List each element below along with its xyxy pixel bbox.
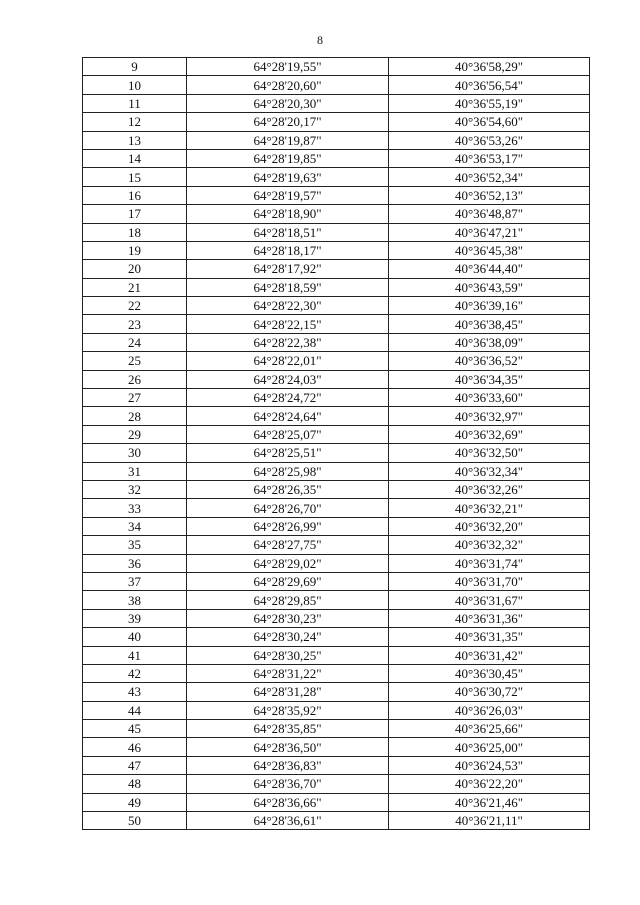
latitude-cell: 64°28'22,01": [187, 352, 389, 370]
longitude-cell: 40°36'54,60": [389, 113, 590, 131]
table-row: [83, 315, 590, 333]
point-number-cell: 43: [83, 683, 187, 701]
latitude-cell: 64°28'18,51": [187, 223, 389, 241]
coordinates-table-body: [83, 58, 590, 830]
table-row: [83, 628, 590, 646]
longitude-cell: 40°36'31,35": [389, 628, 590, 646]
latitude-cell: 64°28'31,22": [187, 664, 389, 682]
point-number-cell: 37: [83, 572, 187, 590]
longitude-cell: 40°36'39,16": [389, 297, 590, 315]
table-row: [83, 683, 590, 701]
latitude-cell: 64°28'30,25": [187, 646, 389, 664]
table-row: [83, 223, 590, 241]
longitude-cell: 40°36'52,34": [389, 168, 590, 186]
latitude-cell: 64°28'27,75": [187, 536, 389, 554]
latitude-cell: 64°28'24,64": [187, 407, 389, 425]
longitude-cell: 40°36'45,38": [389, 241, 590, 259]
coordinates-table: [82, 57, 590, 830]
latitude-cell: 64°28'36,66": [187, 793, 389, 811]
point-number-cell: 34: [83, 517, 187, 535]
table-row: [83, 297, 590, 315]
table-row: [83, 168, 590, 186]
point-number-cell: 18: [83, 223, 187, 241]
point-number-cell: 32: [83, 480, 187, 498]
point-number-cell: 36: [83, 554, 187, 572]
point-number-cell: 11: [83, 94, 187, 112]
longitude-cell: 40°36'31,67": [389, 591, 590, 609]
longitude-cell: 40°36'33,60": [389, 389, 590, 407]
point-number-cell: 19: [83, 241, 187, 259]
table-row: [83, 278, 590, 296]
longitude-cell: 40°36'30,72": [389, 683, 590, 701]
point-number-cell: 21: [83, 278, 187, 296]
table-row: [83, 76, 590, 94]
point-number-cell: 15: [83, 168, 187, 186]
point-number-cell: 40: [83, 628, 187, 646]
longitude-cell: 40°36'32,50": [389, 444, 590, 462]
latitude-cell: 64°28'26,35": [187, 480, 389, 498]
latitude-cell: 64°28'18,90": [187, 205, 389, 223]
table-row: [83, 480, 590, 498]
longitude-cell: 40°36'32,21": [389, 499, 590, 517]
latitude-cell: 64°28'36,70": [187, 775, 389, 793]
table-row: [83, 720, 590, 738]
point-number-cell: 13: [83, 131, 187, 149]
longitude-cell: 40°36'47,21": [389, 223, 590, 241]
table-row: [83, 186, 590, 204]
point-number-cell: 23: [83, 315, 187, 333]
point-number-cell: 35: [83, 536, 187, 554]
longitude-cell: 40°36'38,45": [389, 315, 590, 333]
point-number-cell: 25: [83, 352, 187, 370]
point-number-cell: 41: [83, 646, 187, 664]
point-number-cell: 20: [83, 260, 187, 278]
table-row: [83, 444, 590, 462]
longitude-cell: 40°36'21,11": [389, 812, 590, 830]
longitude-cell: 40°36'32,69": [389, 425, 590, 443]
table-row: [83, 241, 590, 259]
table-row: [83, 113, 590, 131]
latitude-cell: 64°28'35,85": [187, 720, 389, 738]
latitude-cell: 64°28'26,70": [187, 499, 389, 517]
latitude-cell: 64°28'31,28": [187, 683, 389, 701]
latitude-cell: 64°28'22,15": [187, 315, 389, 333]
latitude-cell: 64°28'25,51": [187, 444, 389, 462]
table-row: [83, 462, 590, 480]
point-number-cell: 17: [83, 205, 187, 223]
table-row: [83, 94, 590, 112]
table-row: [83, 517, 590, 535]
latitude-cell: 64°28'18,59": [187, 278, 389, 296]
longitude-cell: 40°36'36,52": [389, 352, 590, 370]
longitude-cell: 40°36'38,09": [389, 333, 590, 351]
table-row: [83, 536, 590, 554]
point-number-cell: 47: [83, 756, 187, 774]
table-row: [83, 756, 590, 774]
longitude-cell: 40°36'31,70": [389, 572, 590, 590]
point-number-cell: 50: [83, 812, 187, 830]
point-number-cell: 44: [83, 701, 187, 719]
latitude-cell: 64°28'30,24": [187, 628, 389, 646]
point-number-cell: 12: [83, 113, 187, 131]
longitude-cell: 40°36'31,42": [389, 646, 590, 664]
table-row: [83, 370, 590, 388]
latitude-cell: 64°28'29,85": [187, 591, 389, 609]
longitude-cell: 40°36'22,20": [389, 775, 590, 793]
latitude-cell: 64°28'19,55": [187, 58, 389, 76]
latitude-cell: 64°28'24,03": [187, 370, 389, 388]
table-row: [83, 701, 590, 719]
point-number-cell: 26: [83, 370, 187, 388]
table-row: [83, 389, 590, 407]
longitude-cell: 40°36'30,45": [389, 664, 590, 682]
latitude-cell: 64°28'19,85": [187, 149, 389, 167]
latitude-cell: 64°28'29,02": [187, 554, 389, 572]
table-row: [83, 664, 590, 682]
point-number-cell: 9: [83, 58, 187, 76]
latitude-cell: 64°28'17,92": [187, 260, 389, 278]
point-number-cell: 45: [83, 720, 187, 738]
table-row: [83, 646, 590, 664]
longitude-cell: 40°36'32,97": [389, 407, 590, 425]
table-row: [83, 499, 590, 517]
longitude-cell: 40°36'55,19": [389, 94, 590, 112]
point-number-cell: 10: [83, 76, 187, 94]
page-number: 8: [317, 33, 323, 47]
table-row: [83, 58, 590, 76]
longitude-cell: 40°36'52,13": [389, 186, 590, 204]
table-row: [83, 333, 590, 351]
table-row: [83, 149, 590, 167]
longitude-cell: 40°36'25,00": [389, 738, 590, 756]
table-row: [83, 738, 590, 756]
longitude-cell: 40°36'32,20": [389, 517, 590, 535]
longitude-cell: 40°36'32,26": [389, 480, 590, 498]
latitude-cell: 64°28'29,69": [187, 572, 389, 590]
longitude-cell: 40°36'53,26": [389, 131, 590, 149]
latitude-cell: 64°28'19,63": [187, 168, 389, 186]
longitude-cell: 40°36'31,36": [389, 609, 590, 627]
latitude-cell: 64°28'24,72": [187, 389, 389, 407]
table-row: [83, 793, 590, 811]
point-number-cell: 22: [83, 297, 187, 315]
latitude-cell: 64°28'20,17": [187, 113, 389, 131]
table-row: [83, 591, 590, 609]
longitude-cell: 40°36'21,46": [389, 793, 590, 811]
longitude-cell: 40°36'53,17": [389, 149, 590, 167]
table-row: [83, 131, 590, 149]
latitude-cell: 64°28'20,30": [187, 94, 389, 112]
point-number-cell: 30: [83, 444, 187, 462]
point-number-cell: 24: [83, 333, 187, 351]
latitude-cell: 64°28'19,57": [187, 186, 389, 204]
point-number-cell: 46: [83, 738, 187, 756]
point-number-cell: 28: [83, 407, 187, 425]
longitude-cell: 40°36'25,66": [389, 720, 590, 738]
point-number-cell: 48: [83, 775, 187, 793]
point-number-cell: 14: [83, 149, 187, 167]
latitude-cell: 64°28'25,07": [187, 425, 389, 443]
table-row: [83, 352, 590, 370]
longitude-cell: 40°36'43,59": [389, 278, 590, 296]
point-number-cell: 27: [83, 389, 187, 407]
table-row: [83, 572, 590, 590]
point-number-cell: 42: [83, 664, 187, 682]
longitude-cell: 40°36'32,34": [389, 462, 590, 480]
longitude-cell: 40°36'32,32": [389, 536, 590, 554]
table-row: [83, 425, 590, 443]
point-number-cell: 16: [83, 186, 187, 204]
point-number-cell: 39: [83, 609, 187, 627]
latitude-cell: 64°28'18,17": [187, 241, 389, 259]
longitude-cell: 40°36'44,40": [389, 260, 590, 278]
point-number-cell: 29: [83, 425, 187, 443]
latitude-cell: 64°28'36,50": [187, 738, 389, 756]
latitude-cell: 64°28'35,92": [187, 701, 389, 719]
table-row: [83, 609, 590, 627]
table-row: [83, 205, 590, 223]
longitude-cell: 40°36'56,54": [389, 76, 590, 94]
table-row: [83, 260, 590, 278]
latitude-cell: 64°28'36,61": [187, 812, 389, 830]
longitude-cell: 40°36'24,53": [389, 756, 590, 774]
longitude-cell: 40°36'26,03": [389, 701, 590, 719]
latitude-cell: 64°28'19,87": [187, 131, 389, 149]
table-row: [83, 775, 590, 793]
longitude-cell: 40°36'48,87": [389, 205, 590, 223]
latitude-cell: 64°28'22,30": [187, 297, 389, 315]
point-number-cell: 33: [83, 499, 187, 517]
longitude-cell: 40°36'58,29": [389, 58, 590, 76]
table-row: [83, 407, 590, 425]
latitude-cell: 64°28'30,23": [187, 609, 389, 627]
latitude-cell: 64°28'36,83": [187, 756, 389, 774]
point-number-cell: 49: [83, 793, 187, 811]
table-row: [83, 554, 590, 572]
point-number-cell: 38: [83, 591, 187, 609]
longitude-cell: 40°36'34,35": [389, 370, 590, 388]
latitude-cell: 64°28'26,99": [187, 517, 389, 535]
longitude-cell: 40°36'31,74": [389, 554, 590, 572]
latitude-cell: 64°28'25,98": [187, 462, 389, 480]
latitude-cell: 64°28'22,38": [187, 333, 389, 351]
table-row: [83, 812, 590, 830]
point-number-cell: 31: [83, 462, 187, 480]
latitude-cell: 64°28'20,60": [187, 76, 389, 94]
